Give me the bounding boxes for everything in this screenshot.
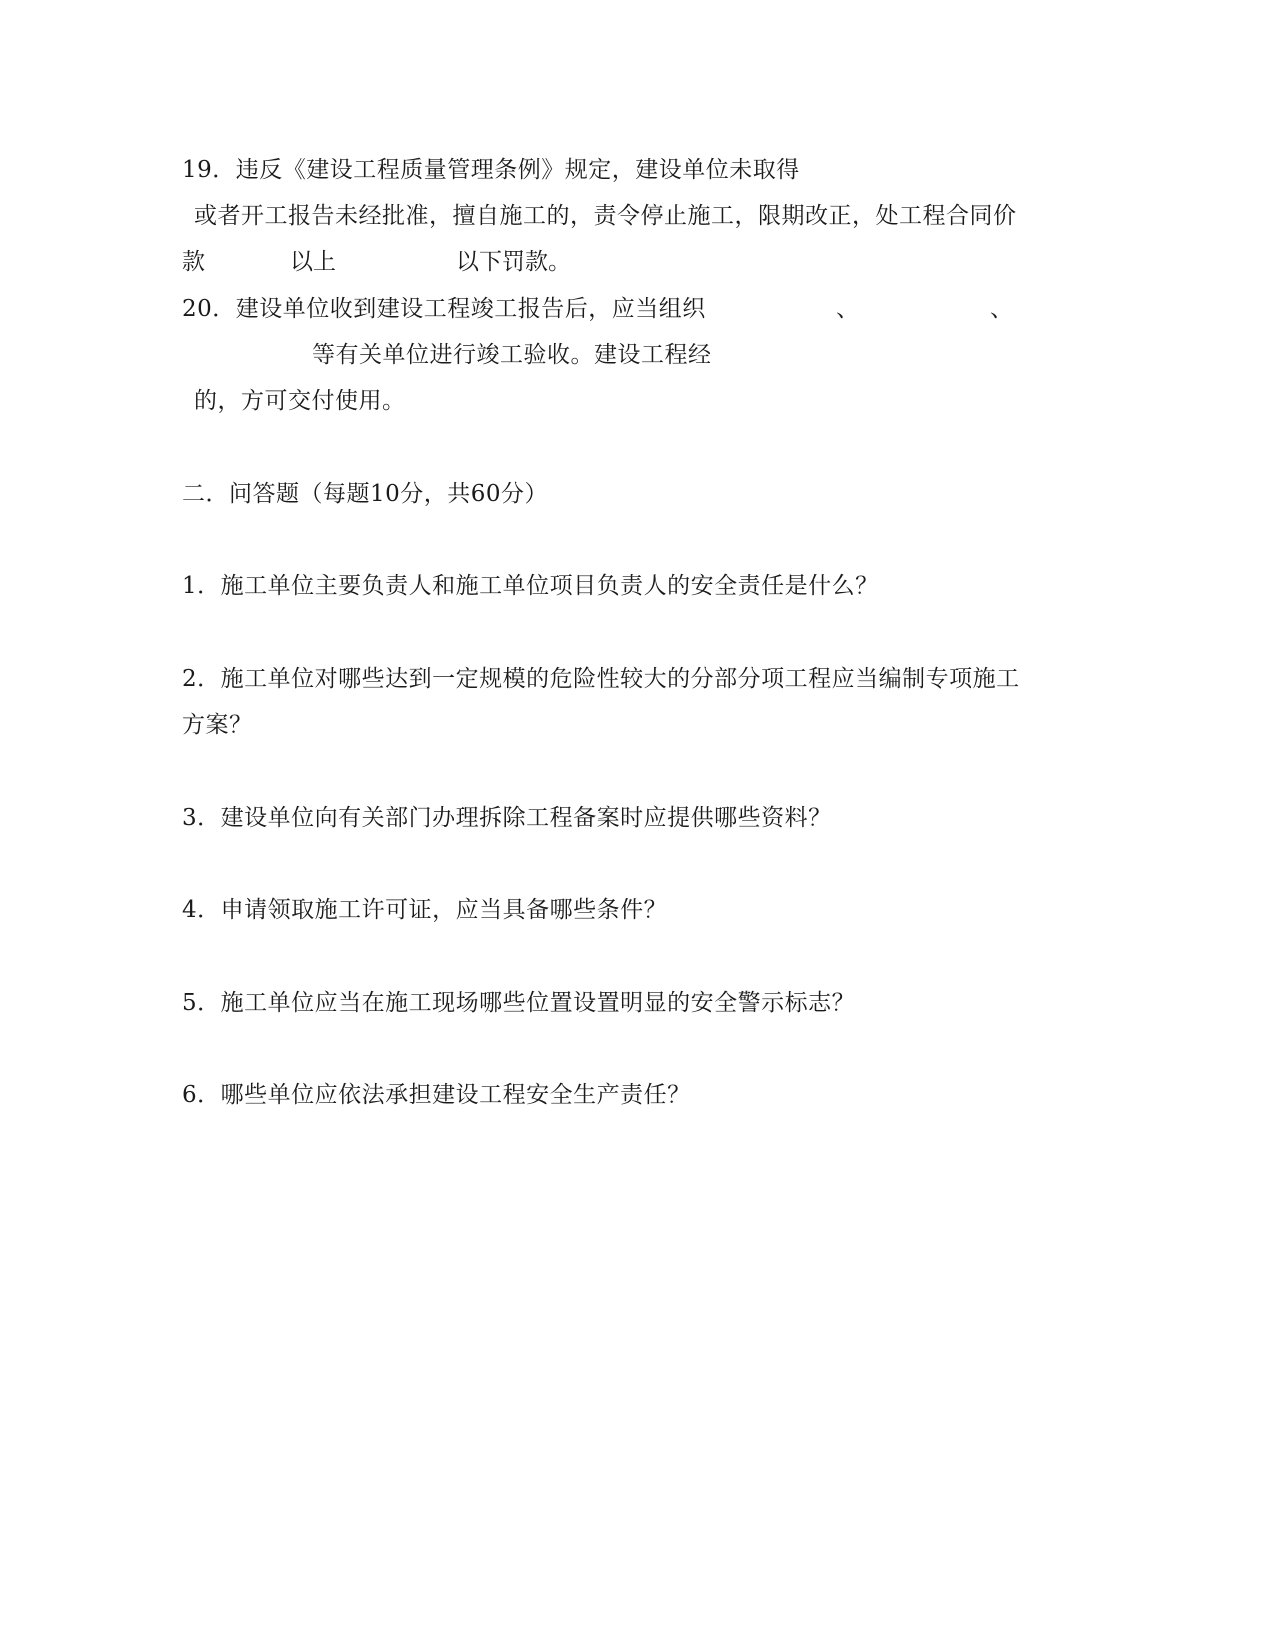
q20-separator-2: 、: [990, 296, 1013, 322]
question-6: 6．哪些单位应依法承担建设工程安全生产责任？: [182, 1082, 691, 1108]
section-2-heading: 二．问答题（每题10分，共60分）: [182, 481, 549, 507]
question-4: 4．申请领取施工许可证，应当具备哪些条件？: [182, 897, 668, 923]
q19-line-3-part-2: 以上: [290, 249, 336, 275]
q20-line-3: 的，方可交付使用。: [194, 388, 406, 414]
q19-line-3-part-1: 款: [182, 249, 205, 275]
question-1: 1．施工单位主要负责人和施工单位项目负责人的安全责任是什么？: [182, 573, 879, 599]
question-2-line-2: 方案？: [182, 712, 253, 738]
q19-line-2: 或者开工报告未经批准，擅自施工的，责令停止施工，限期改正，处工程合同价: [194, 203, 1017, 229]
q20-line-1: 20．建设单位收到建设工程竣工报告后，应当组织: [182, 296, 706, 322]
q20-separator-1: 、: [836, 296, 859, 322]
q20-line-2: 等有关单位进行竣工验收。建设工程经: [312, 342, 712, 368]
question-3: 3．建设单位向有关部门办理拆除工程备案时应提供哪些资料？: [182, 805, 832, 831]
q19-line-3-part-3: 以下罚款。: [456, 249, 571, 275]
question-5: 5．施工单位应当在施工现场哪些位置设置明显的安全警示标志？: [182, 990, 856, 1016]
question-2-line-1: 2．施工单位对哪些达到一定规模的危险性较大的分部分项工程应当编制专项施工: [182, 666, 1020, 692]
q19-line-1: 19．违反《建设工程质量管理条例》规定，建设单位未取得: [182, 157, 800, 183]
